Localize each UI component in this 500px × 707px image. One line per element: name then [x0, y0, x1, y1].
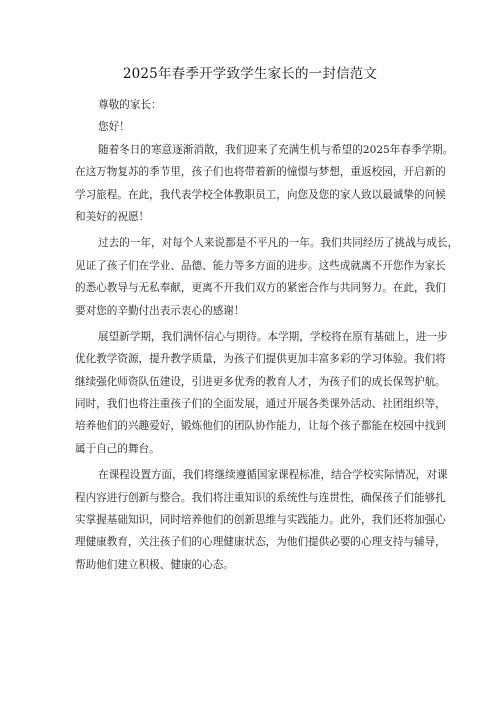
paragraph-line: 在课程设置方面，我们将继续遵循国家课程标准，结合学校实际情况，对课 [98, 469, 448, 482]
paragraph-line: 和美好的祝愿！ [75, 210, 150, 223]
salutation: 尊敬的家长： [98, 99, 162, 111]
paragraph-line: 程内容进行创新与整合。我们将注重知识的系统性与连贯性，确保孩子们能够扎 [75, 491, 446, 504]
paragraph-line: 见证了孩子们在学业、品德、能力等多方面的进步。这些成就离不开您作为家长 [75, 259, 446, 272]
greeting: 您好！ [98, 121, 130, 134]
paragraph-line: 理健康教育，关注孩子们的心理健康状态，为他们提供必要的心理支持与辅导， [75, 536, 446, 549]
paragraph-line: 同时，我们也将注重孩子们的全面发展，通过开展各类课外活动、社团组织等， [75, 398, 446, 411]
paragraph-line: 在这万物复苏的季节里，孩子们也将带着新的憧憬与梦想，重返校园，开启新的 [75, 166, 446, 179]
paragraph-line: 学习旅程。在此，我代表学校全体教职员工，向您及您的家人致以最诚挚的问候 [75, 188, 446, 201]
paragraph-4 [75, 464, 448, 576]
paragraph-line: 要对您的辛勤付出表示衷心的感谢！ [75, 304, 245, 317]
paragraph-line: 帮助他们建立积极、健康的心态。 [75, 558, 234, 571]
paragraph-line: 优化教学资源，提升教学质量，为孩子们提供更加丰富多彩的学习体验。我们将 [75, 353, 446, 366]
paragraph-line: 随着冬日的寒意逐渐消散，我们迎来了充满生机与希望的2025年春季学期。 [98, 143, 454, 156]
paragraph-line: 继续强化师资队伍建设，引进更多优秀的教育人才，为孩子们的成长保驾护航。 [75, 375, 446, 388]
paragraph-line: 属于自己的舞台。 [75, 442, 160, 455]
paragraph-2 [75, 232, 459, 322]
paragraph-line: 过去的一年，对每个人来说都是不平凡的一年。我们共同经历了挑战与成长， [98, 237, 459, 250]
letter-body [75, 94, 459, 576]
paragraph-line: 培养他们的兴趣爱好，锻炼他们的团队协作能力，让每个孩子都能在校园中找到 [75, 420, 446, 433]
paragraph-line: 的悉心教导与无私奉献，更离不开我们双方的紧密合作与共同努力。在此，我们 [75, 282, 446, 295]
paragraph-3 [75, 326, 448, 460]
paragraph-line: 实掌握基础知识，同时培养他们的创新思维与实践能力。此外，我们还将加强心 [75, 514, 446, 527]
paragraph-1 [75, 139, 454, 229]
paragraph-line: 展望新学期，我们满怀信心与期待。本学期，学校将在原有基础上，进一步 [98, 330, 448, 343]
document-title: 2025年春季开学致学生家长的一封信范文 [122, 66, 378, 82]
